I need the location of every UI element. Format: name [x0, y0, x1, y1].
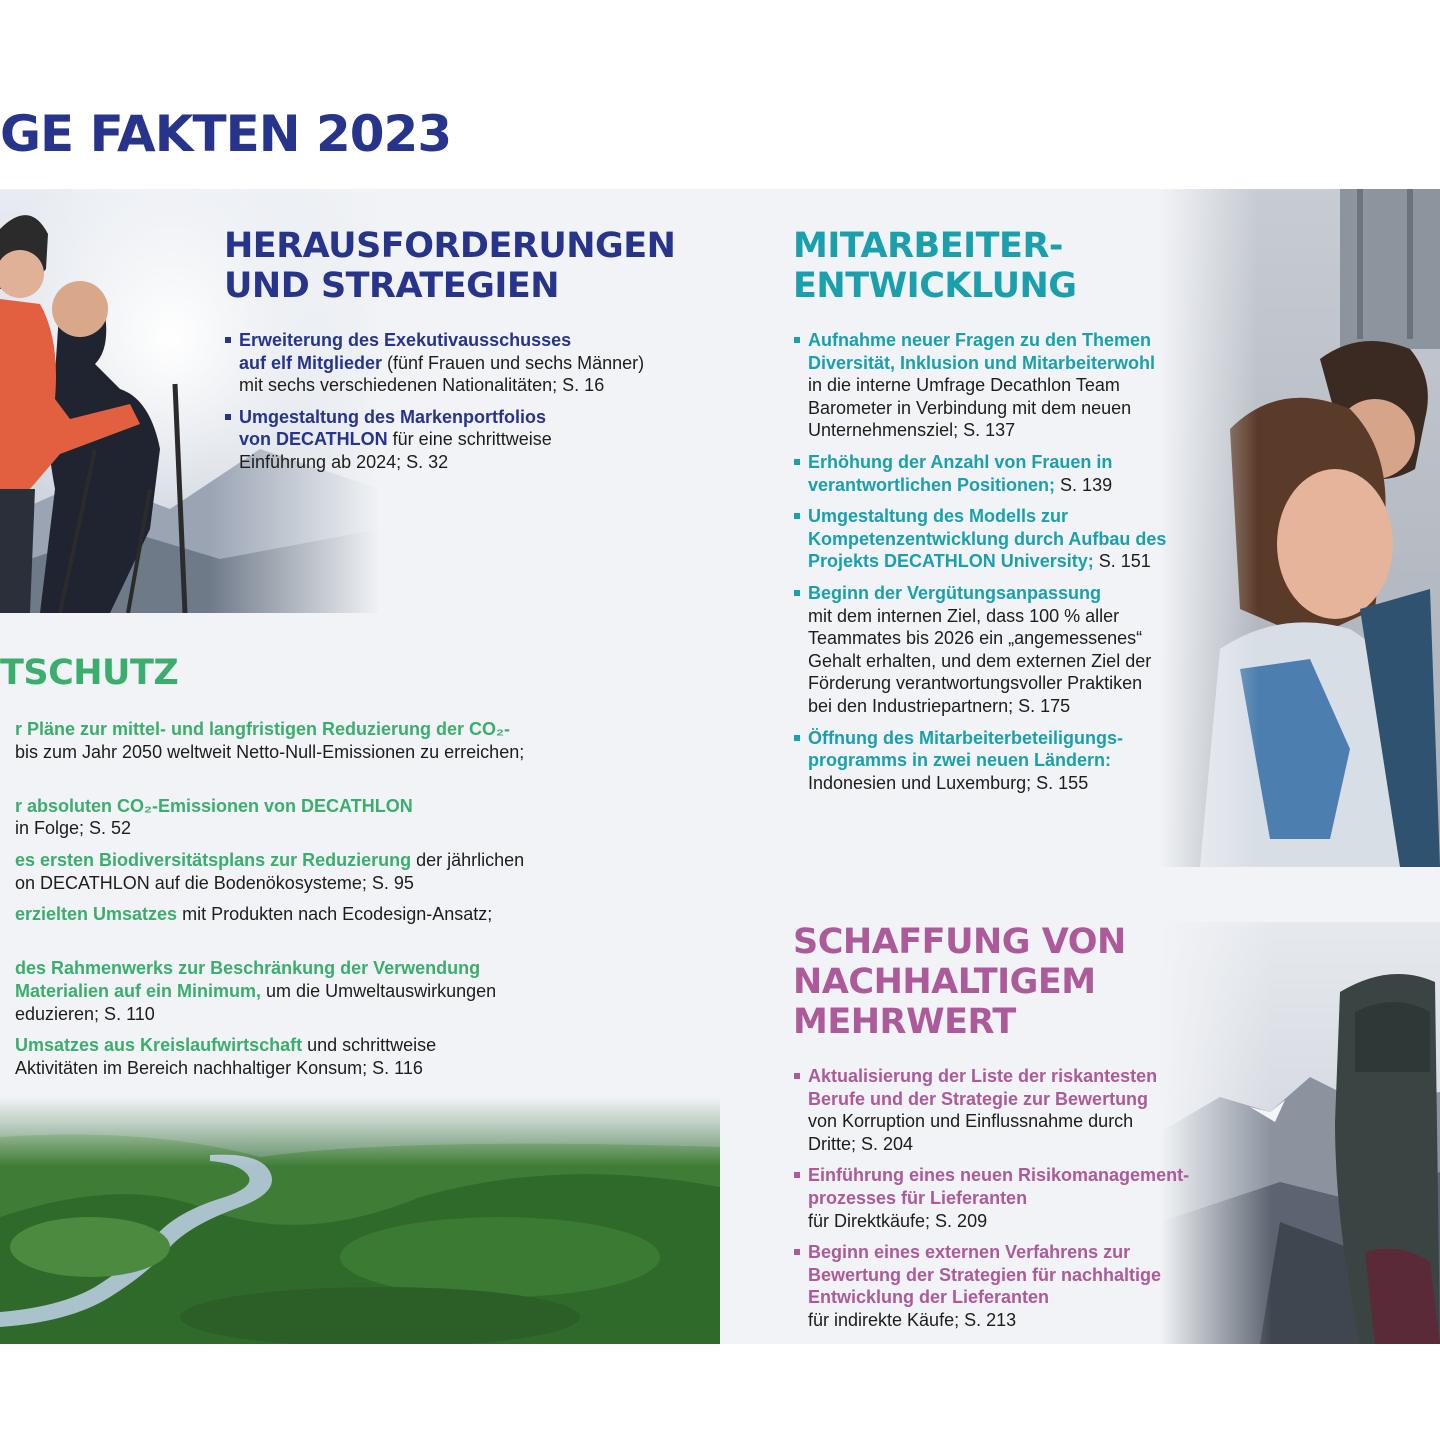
list-item: Umsatzes aus Kreislaufwirtschaft und schrittweise Aktivitäten im Bereich nachhaltiger Konsum; S. 116 [15, 1035, 437, 1078]
team-photo [1160, 189, 1440, 867]
backpacker-mountain-photo [1160, 922, 1440, 1344]
list-item: Erweiterung des Exekutivausschusses auf elf Mitglieder (fünf Frauen und sechs Männer) mit sechs verschiedenen Nationalitäten; S. 16 [224, 329, 675, 397]
bullet-square-icon [794, 513, 800, 519]
list-item: Beginn der Vergütungsanpassung mit dem internen Ziel, dass 100 % aller Teammates bis 2026 ein „angemessenes“ Gehalt erhalten, und dem externen Ziel der Förderung verantwortungsvoller Praktiken bei den Industriepartnern; S. 175 [793, 582, 1166, 718]
employee-list [793, 329, 1166, 794]
bullet-square-icon [225, 414, 231, 420]
list-item: r absoluten CO₂-Emissionen von DECATHLON in Folge; S. 52 [15, 795, 413, 839]
bullet-square-icon [794, 1249, 800, 1255]
section-heading-challenges: HERAUSFORDERUNGEN UND STRATEGIEN [224, 226, 676, 306]
list-item: r Pläne zur mittel- und langfristigen Reduzierung der CO₂- bis zum Jahr 2050 weltweit Netto-Null-Emissionen zu erreichen; [15, 719, 525, 762]
section-environment [0, 718, 720, 1088]
section-heading-employee: MITARBEITER- ENTWICKLUNG [793, 226, 1077, 306]
list-item: Beginn eines externen Verfahrens zur Bewertung der Strategien für nachhaltige Entwicklung der Lieferanten für indirekte Käufe; S. 213 [793, 1241, 1189, 1331]
section-heading-environment: TSCHUTZ [0, 653, 179, 693]
bullet-square-icon [794, 590, 800, 596]
bullet-square-icon [794, 459, 800, 465]
list-item: Erhöhung der Anzahl von Frauen in verantwortlichen Positionen; S. 139 [793, 451, 1166, 496]
list-item: des Rahmenwerks zur Beschränkung der Verwendung Materialien auf ein Minimum, um die Umweltauswirkungen eduzieren; S. 110 [15, 958, 497, 1024]
bullet-square-icon [794, 735, 800, 741]
bullet-square-icon [225, 337, 231, 343]
section-sustainable-value [793, 922, 1189, 1341]
section-employee-development [793, 226, 1166, 803]
bullet-square-icon [794, 337, 800, 343]
list-item: Einführung eines neuen Risikomanagement- prozesses für Lieferanten für Direktkäufe; S. 209 [793, 1164, 1189, 1232]
bullet-square-icon [794, 1172, 800, 1178]
list-item: Öffnung des Mitarbeiterbeteiligungs- programms in zwei neuen Ländern: Indonesien und Luxemburg; S. 155 [793, 727, 1166, 795]
value-list [793, 1065, 1189, 1332]
environment-list [0, 718, 720, 1079]
list-item: es ersten Biodiversitätsplans zur Reduzierung der jährlichen on DECATHLON auf die Bodenökosysteme; S. 95 [15, 849, 525, 893]
list-item: Umgestaltung des Modells zur Kompetenzentwicklung durch Aufbau des Projekts DECATHLON University; S. 151 [793, 505, 1166, 573]
section-heading-value: SCHAFFUNG VON NACHHALTIGEM MEHRWERT [793, 922, 1126, 1042]
challenges-list [224, 329, 675, 474]
bullet-square-icon [794, 1073, 800, 1079]
list-item: Aufnahme neuer Fragen zu den Themen Diversität, Inklusion und Mitarbeiterwohl in die interne Umfrage Decathlon Team Barometer in Verbindung mit dem neuen Unternehmensziel; S. 137 [793, 329, 1166, 442]
list-item: Umgestaltung des Markenportfolios von DECATHLON für eine schrittweise Einführung ab 2024; S. 32 [224, 406, 675, 474]
page-title: GE FAKTEN 2023 [0, 105, 452, 163]
section-challenges-strategies [224, 226, 675, 483]
list-item: erzielten Umsatzes mit Produkten nach Ecodesign-Ansatz; [15, 904, 493, 925]
forest-river-photo [0, 1097, 720, 1344]
list-item: Aktualisierung der Liste der riskantesten Berufe und der Strategie zur Bewertung von Korruption und Einflussnahme durch Dritte; S. 204 [793, 1065, 1189, 1155]
